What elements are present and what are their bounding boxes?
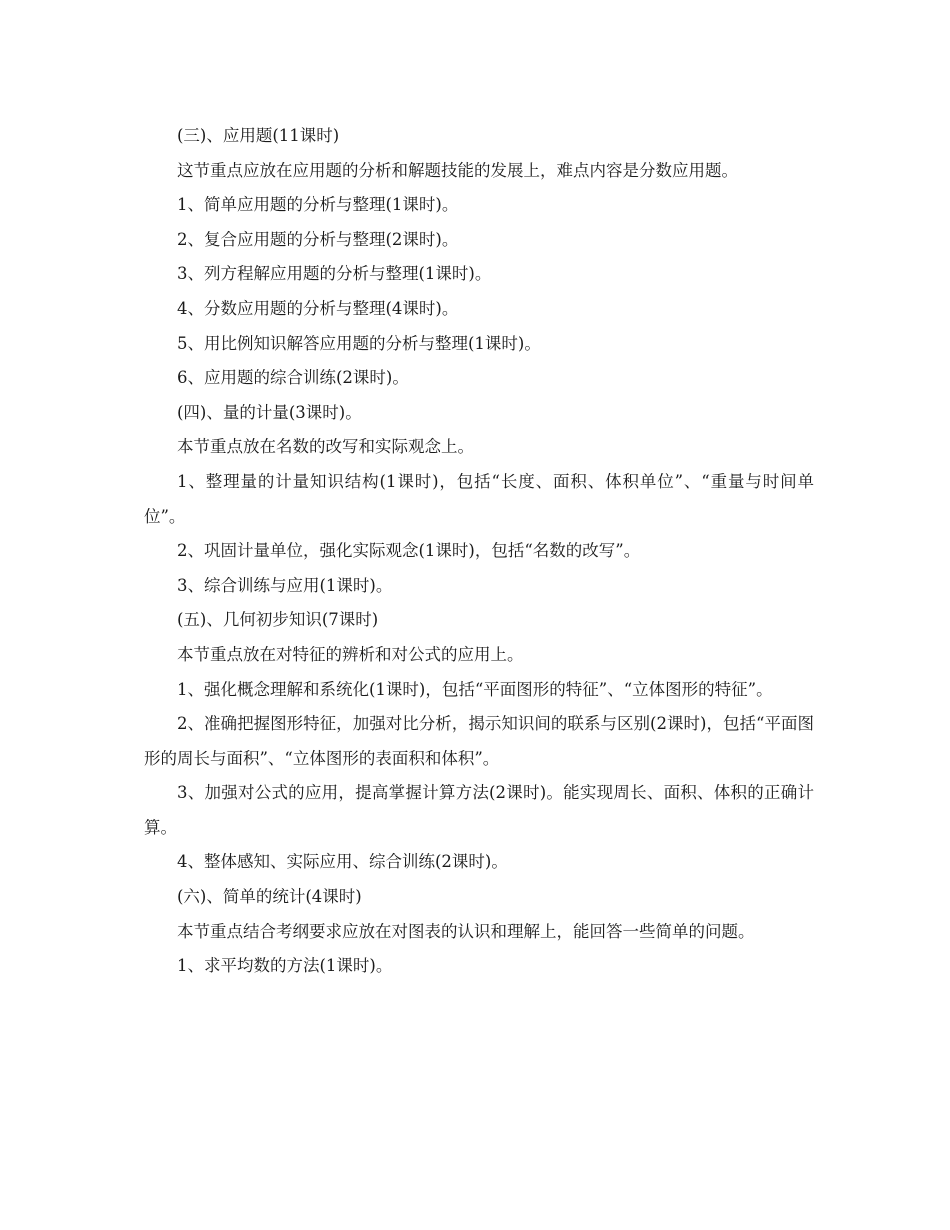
paragraph: 本节重点放在对特征的辨析和对公式的应用上。 <box>177 644 524 664</box>
list-item: 1、求平均数的方法(1课时)。 <box>177 956 393 976</box>
document-body <box>144 119 814 984</box>
list-item: 4、分数应用题的分析与整理(4课时)。 <box>177 298 459 318</box>
list-item: 1、简单应用题的分析与整理(1课时)。 <box>177 195 459 215</box>
list-item: 3、列方程解应用题的分析与整理(1课时)。 <box>177 264 492 284</box>
paragraph: 本节重点放在名数的改写和实际观念上。 <box>177 437 474 457</box>
section-heading-applications: (三)、应用题(11课时) <box>177 126 340 145</box>
list-item: 2、准确把握图形特征，加强对比分析，揭示知识间的联系与区别(2课时)，包括“平面图形的周长与面积”、“立体图形的表面积和体积”。 <box>144 714 814 768</box>
list-item: 4、整体感知、实际应用、综合训练(2课时)。 <box>177 852 508 872</box>
section-heading-measurement: (四)、量的计量(3课时)。 <box>177 402 362 422</box>
list-item: 2、复合应用题的分析与整理(2课时)。 <box>177 229 459 249</box>
list-item: 5、用比例知识解答应用题的分析与整理(1课时)。 <box>177 333 541 353</box>
list-item: 1、强化概念理解和系统化(1课时)，包括“平面图形的特征”、“立体图形的特征”。 <box>177 679 773 699</box>
section-heading-geometry: (五)、几何初步知识(7课时) <box>177 610 379 630</box>
list-item: 6、应用题的综合训练(2课时)。 <box>177 368 409 388</box>
list-item: 3、综合训练与应用(1课时)。 <box>177 575 393 595</box>
list-item: 2、巩固计量单位，强化实际观念(1课时)，包括“名数的改写”。 <box>177 541 641 561</box>
paragraph: 这节重点应放在应用题的分析和解题技能的发展上，难点内容是分数应用题。 <box>177 160 738 180</box>
section-heading-statistics: (六)、简单的统计(4课时) <box>177 887 362 907</box>
paragraph: 本节重点结合考纲要求应放在对图表的认识和理解上，能回答一些简单的问题。 <box>177 921 755 941</box>
list-item: 3、加强对公式的应用，提高掌握计算方法(2课时)。能实现周长、面积、体积的正确计算。 <box>144 783 814 837</box>
list-item: 1、整理量的计量知识结构(1课时)，包括“长度、面积、体积单位”、“重量与时间单位”。 <box>144 471 814 526</box>
